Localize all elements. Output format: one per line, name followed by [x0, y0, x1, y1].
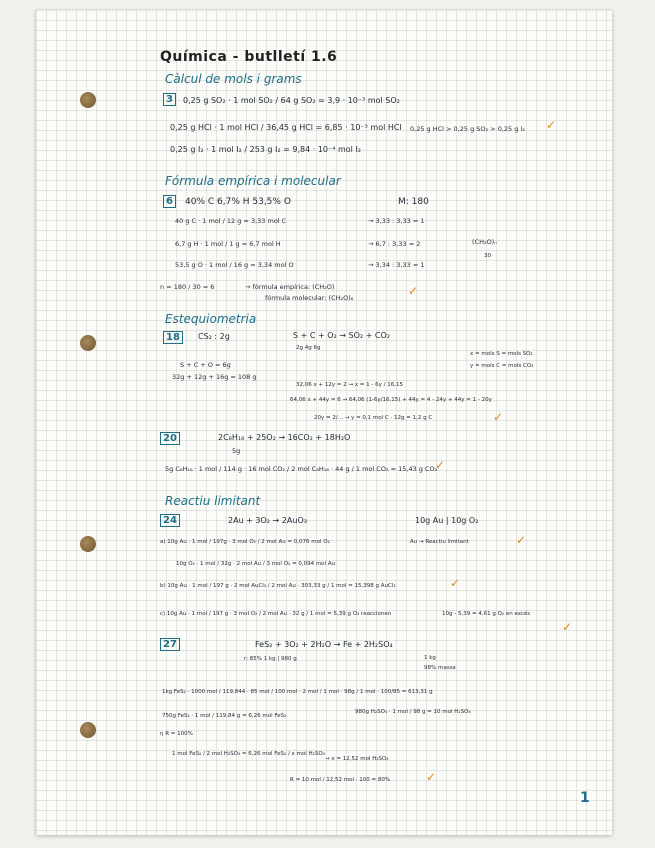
equation: 2Au + 3O₂ → 2AuO₃ [228, 516, 307, 525]
variable-def: y = mols C = mols CO₂ [470, 363, 534, 369]
calc-line: 32g + 12g + 16g = 108 g [172, 373, 257, 381]
note: Au → Reactiu limitant [410, 539, 469, 545]
calc-line: S + C + O = 6g [180, 361, 231, 369]
exercise-number-27: 27 [160, 638, 180, 651]
checkmark-icon: ✓ [435, 458, 446, 472]
calc-line: 32,06 x + 12y = 2 → x = 1 - 6y / 16,15 [296, 382, 404, 388]
section-heading-limiting-reagent: Reactiu limitant [165, 494, 261, 508]
exercise-number-24: 24 [160, 514, 180, 527]
calc-line: 1 mol FeS₂ / 2 mol H₂SO₄ = 6,26 mol FeS₂ / x mol H₂SO₄ [172, 751, 325, 757]
calc-line: 750g FeS₂ · 1 mol / 119,84 g = 6,26 mol FeS₂ [162, 713, 287, 719]
note: η R = 100% [160, 731, 193, 737]
given: r: 85% 1 kg | 980 g [244, 656, 297, 662]
calc-line: → x = 12,52 mol H₂SO₄ [325, 756, 389, 762]
equation-mass: 5g [232, 447, 241, 455]
molar-mass: M: 180 [398, 197, 429, 207]
calc-line: 980g H₂SO₄ · 1 mol / 98 g = 10 mol H₂SO₄ [355, 709, 471, 715]
calc-line: 53,5 g O · 1 mol / 16 g = 3,34 mol O [175, 261, 294, 269]
section-heading-stoichiometry: Estequiometria [165, 312, 257, 326]
calc-line: n = 180 / 30 = 6 [160, 283, 215, 291]
calc-line: 64,06 x + 44y = 6 → 64,06 (1-6y/16,15) + 44y = 4 - 24y + 44y = 1 - 20y [290, 397, 492, 403]
checkmark-icon: ✓ [562, 620, 573, 634]
composition: 40% C 6,7% H 53,5% O [185, 197, 291, 207]
calc-line: 1kg FeS₂ · 1000 mol / 119,844 · 85 mol / 100 mol · 2 mol / 1 mol · 98g / 1 mol · 100/85 = 613,31 g [162, 689, 433, 695]
equation: FeS₂ + 3O₂ + 2H₂O → Fe + 2H₂SO₄ [255, 640, 393, 649]
calc-line: 20y = 2/... → y = 0,1 mol C · 12g = 1,2 g C [314, 415, 433, 421]
checkmark-icon: ✓ [426, 770, 437, 784]
checkmark-icon: ✓ [546, 118, 557, 132]
exercise-number-18: 18 [163, 331, 183, 344]
equation: 2C₈H₁₈ + 25O₂ → 16CO₂ + 18H₂O [218, 433, 351, 442]
ratio-line: → 6,7 : 3,33 = 2 [368, 240, 421, 248]
calc-line: 5g C₈H₁₈ · 1 mol / 114 g · 16 mol CO₂ / 2 mol C₈H₁₈ · 44 g / 1 mol CO₂ = 15,43 g CO₂ [165, 465, 438, 473]
exercise-number-20: 20 [160, 432, 180, 445]
calc-line: 0,25 g I₂ · 1 mol I₂ / 253 g I₂ = 9,84 · 10⁻⁴ mol I₂ [170, 145, 362, 154]
checkmark-icon: ✓ [408, 284, 419, 298]
calc-line: b) 10g Au · 1 mol / 197 g · 2 mol AuCl₃ / 2 mol Au · 303,33 g / 1 mol = 15,398 g AuCl₃ [160, 583, 396, 589]
checkmark-icon: ✓ [516, 533, 527, 547]
given: 98% massa [424, 665, 456, 671]
given: CS₂ : 2g [198, 332, 230, 341]
checkmark-icon: ✓ [450, 576, 461, 590]
notebook-page [36, 10, 612, 835]
result-line: → fórmula empírica: (CH₂O) [245, 283, 335, 291]
calc-line: 0,25 g HCl · 1 mol HCl / 36,45 g HCl = 6,85 · 10⁻³ mol HCl [170, 123, 402, 132]
result-line: fórmula molecular: (CH₂O)₆ [265, 294, 354, 302]
binder-hole [80, 335, 96, 351]
binder-hole [80, 92, 96, 108]
page-title: Química - butlletí 1.6 [160, 49, 338, 65]
calc-line: 0,25 g SO₂ · 1 mol SO₂ / 64 g SO₂ = 3,9 · 10⁻³ mol SO₂ [183, 96, 400, 105]
variable-def: x = mols S = mols SO₂ [470, 351, 533, 357]
checkmark-icon: ✓ [493, 410, 504, 424]
equation-masses: 2g 4g 6g [296, 345, 321, 351]
calc-line: 40 g C · 1 mol / 12 g = 3,33 mol C [175, 217, 287, 225]
page-number: 1 [580, 790, 590, 806]
calc-line: a) 10g Au · 1 mol / 197g · 3 mol O₂ / 2 mol Au = 0,076 mol O₂ [160, 539, 330, 545]
given: 1 kg [424, 655, 436, 661]
comparison-note: 0,25 g HCl > 0,25 g SO₂ > 0,25 g I₂ [410, 125, 525, 133]
note: 10g - 5,39 = 4,61 g O₂ en excés [442, 611, 531, 617]
empirical-mass: 30 [484, 253, 491, 259]
exercise-number-3: 3 [163, 93, 176, 106]
exercise-number-6: 6 [163, 195, 176, 208]
calc-line: 6,7 g H · 1 mol / 1 g = 6,7 mol H [175, 240, 281, 248]
binder-hole [80, 722, 96, 738]
empirical-formula: (CH₂O)ₙ [472, 238, 497, 246]
section-heading-formula: Fórmula empírica i molecular [165, 174, 341, 188]
calc-line: R = 10 mol / 12,52 mol · 100 = 80% [290, 777, 391, 783]
given: 10g Au | 10g O₂ [415, 516, 479, 525]
ratio-line: → 3,33 : 3,33 = 1 [368, 217, 425, 225]
equation: S + C + O₂ → SO₂ + CO₂ [293, 331, 390, 340]
ratio-line: → 3,34 : 3,33 = 1 [368, 261, 425, 269]
calc-line: 10g O₂ · 1 mol / 32g · 2 mol Au / 3 mol O₂ = 0,094 mol Au [176, 561, 336, 567]
binder-hole [80, 536, 96, 552]
section-heading-mols-grams: Càlcul de mols i grams [165, 72, 302, 86]
calc-line: c) 10g Au · 1 mol / 197 g · 3 mol O₂ / 2 mol Au · 32 g / 1 mol = 5,39 g O₂ reaccionen [160, 611, 392, 617]
